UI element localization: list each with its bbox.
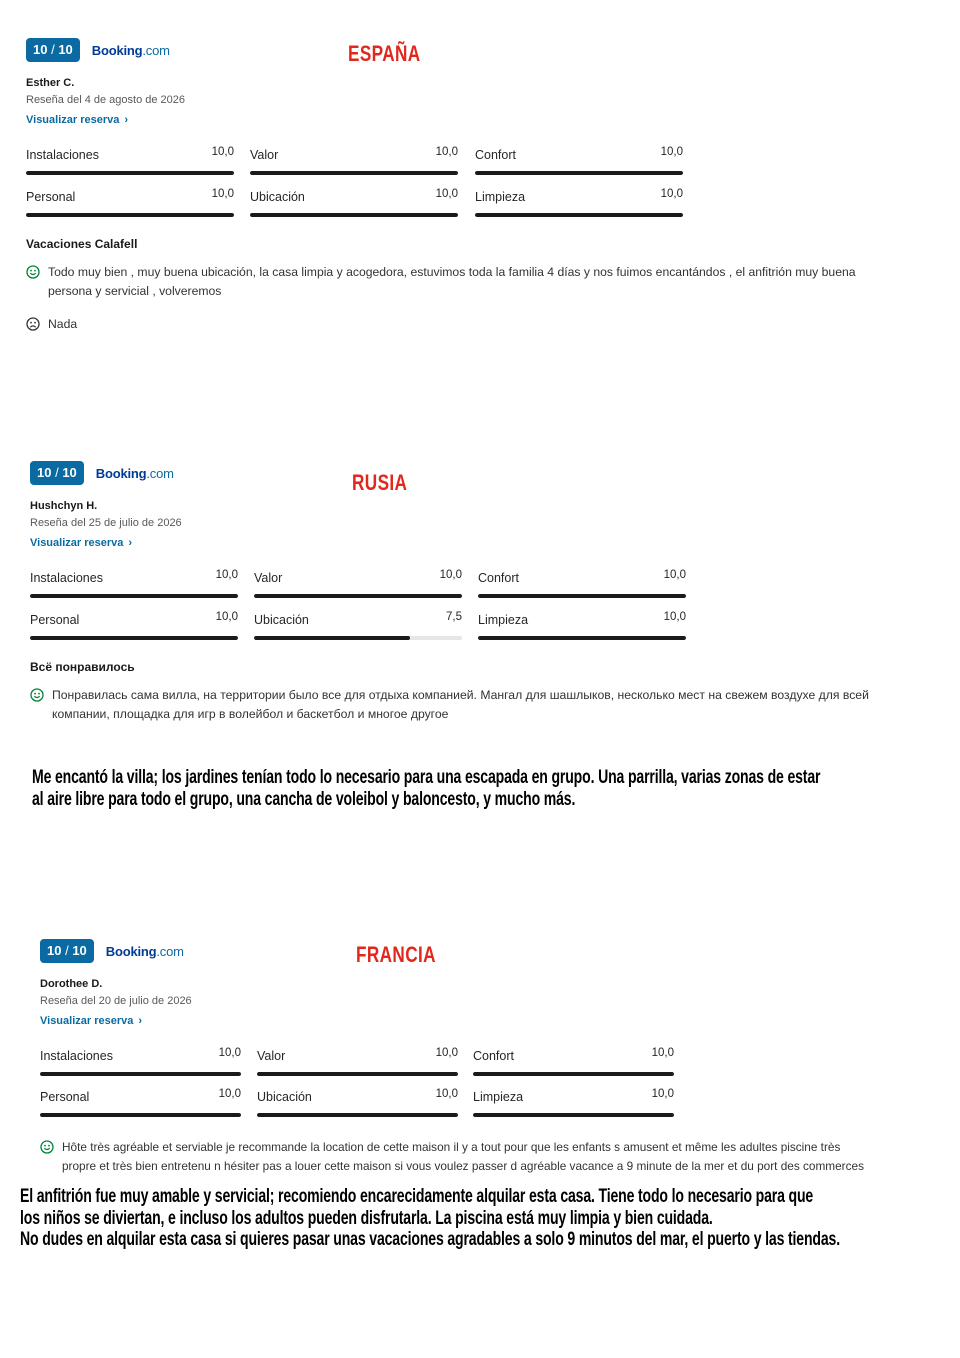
rating-bar-fill [30,636,238,640]
frown-icon [26,317,40,331]
view-reservation-link[interactable]: Visualizar reserva › [26,114,129,126]
rating-ubicacion: Ubicación 7,5 [254,607,462,641]
rating-bar-fill [26,171,234,175]
chevron-right-icon: › [138,1015,143,1027]
score-badge: 10 / 10 [26,38,80,62]
score-badge: 10 / 10 [40,939,94,963]
rating-limpieza: Limpieza 10,0 [473,1084,674,1118]
rating-instalaciones: Instalaciones 10,0 [26,142,234,176]
positive-comment: Понравилась сама вилла, на территории было все для отдыха компанией. Мангал для шашлыков, несколько мест на свежем воздухе для всей компании, площадка для игр в волейбол и баскетбол и многое другое [30,686,935,724]
rating-bar-fill [257,1072,458,1076]
positive-comment: Hôte très agréable et serviable je recommande la location de cette maison il y a tout pour que les enfants s amusent et même les adultes piscine très propre et très bien entretenu n hésiter pas a louer cette maison si vous voulez passer d agréable vacance a 9 minute de la mer et du port des commerces [40,1138,940,1176]
rating-bar [40,1072,241,1076]
rating-bar-fill [478,636,686,640]
smiley-icon [40,1140,54,1154]
rating-bar [257,1113,458,1117]
rating-bar [30,636,238,640]
smiley-icon [30,688,44,702]
review-card-rusia [30,460,940,724]
rating-bar-fill [26,213,234,217]
rating-personal: Personal 10,0 [26,184,234,218]
booking-logo: Booking.com [95,465,174,481]
positive-comment: Todo muy bien , muy buena ubicación, la casa limpia y acogedora, estuvimos toda la familia 4 días y nos fuimos encantándos , el anfitrión muy buena persona y servicial , volveremos [26,263,926,301]
ratings-grid [30,565,940,649]
rating-confort: Confort 10,0 [473,1043,674,1077]
reviewer-name: Dorothee D. [40,978,103,990]
rating-bar-fill [254,594,462,598]
rating-instalaciones: Instalaciones 10,0 [40,1043,241,1077]
rating-bar-fill [40,1113,241,1117]
review-title: Vacaciones Calafell [26,237,138,251]
review-date: Reseña del 4 de agosto de 2026 [26,94,186,106]
rating-bar [250,171,458,175]
rating-bar [26,171,234,175]
review-date: Reseña del 25 de julio de 2026 [30,517,182,529]
rating-bar-fill [475,213,683,217]
country-label: FRANCIA [356,942,436,967]
rating-valor: Valor 10,0 [250,142,458,176]
rating-bar [26,213,234,217]
rating-bar [473,1072,674,1076]
reviewer-name: Esther C. [26,77,75,89]
rating-instalaciones: Instalaciones 10,0 [30,565,238,599]
rating-bar [30,594,238,598]
view-reservation-link[interactable]: Visualizar reserva › [30,537,133,549]
rating-bar [475,171,683,175]
rating-bar-fill [473,1113,674,1117]
rating-confort: Confort 10,0 [478,565,686,599]
view-reservation-link[interactable]: Visualizar reserva › [40,1015,143,1027]
ratings-grid [40,1043,940,1127]
smiley-icon [26,265,40,279]
rating-bar [478,594,686,598]
rating-ubicacion: Ubicación 10,0 [250,184,458,218]
rating-bar [254,594,462,598]
reviewer-name: Hushchyn H. [30,500,98,512]
rating-bar [475,213,683,217]
rating-personal: Personal 10,0 [40,1084,241,1118]
translation-rusia: Me encantó la villa; los jardines tenían todo lo necesario para una escapada en grupo. Una parrilla, varias zonas de estar al aire libre para todo el grupo, una cancha de voleibol y baloncesto, y mucho más. [32,767,821,810]
rating-bar-fill [254,636,410,640]
rating-personal: Personal 10,0 [30,607,238,641]
rating-confort: Confort 10,0 [475,142,683,176]
review-card-espana [26,37,936,334]
rating-bar-fill [478,594,686,598]
rating-bar [40,1113,241,1117]
rating-valor: Valor 10,0 [254,565,462,599]
rating-bar-fill [30,594,238,598]
rating-bar [250,213,458,217]
chevron-right-icon: › [124,114,129,126]
review-date: Reseña del 20 de julio de 2026 [40,995,192,1007]
rating-bar-fill [473,1072,674,1076]
review-card-francia [40,938,940,1176]
translation-francia: El anfitrión fue muy amable y servicial; recomiendo encarecidamente alquilar esta casa. Tiene todo lo necesario para que los niños se diviertan, e incluso los adultos pueden disfrutarla. La piscina está muy limpia y bien cuidada. No dudes en alquilar esta casa si quieres pasar unas vacaciones agradables a solo 9 minutos del mar, el puerto y las tiendas. [20,1186,840,1250]
rating-limpieza: Limpieza 10,0 [478,607,686,641]
rating-bar [473,1113,674,1117]
country-label: ESPAÑA [348,41,421,66]
rating-bar-fill [250,171,458,175]
negative-comment: Nada [26,315,936,334]
rating-bar-fill [250,213,458,217]
rating-bar [254,636,462,640]
country-label: RUSIA [352,470,408,495]
rating-bar-fill [257,1113,458,1117]
rating-bar [478,636,686,640]
booking-logo: Booking.com [105,943,184,959]
review-title: Всё понравилось [30,660,135,674]
ratings-grid [26,142,936,226]
rating-bar-fill [40,1072,241,1076]
score-badge: 10 / 10 [30,461,84,485]
rating-bar [257,1072,458,1076]
rating-valor: Valor 10,0 [257,1043,458,1077]
chevron-right-icon: › [128,537,133,549]
rating-bar-fill [475,171,683,175]
rating-ubicacion: Ubicación 10,0 [257,1084,458,1118]
rating-limpieza: Limpieza 10,0 [475,184,683,218]
booking-logo: Booking.com [91,42,170,58]
